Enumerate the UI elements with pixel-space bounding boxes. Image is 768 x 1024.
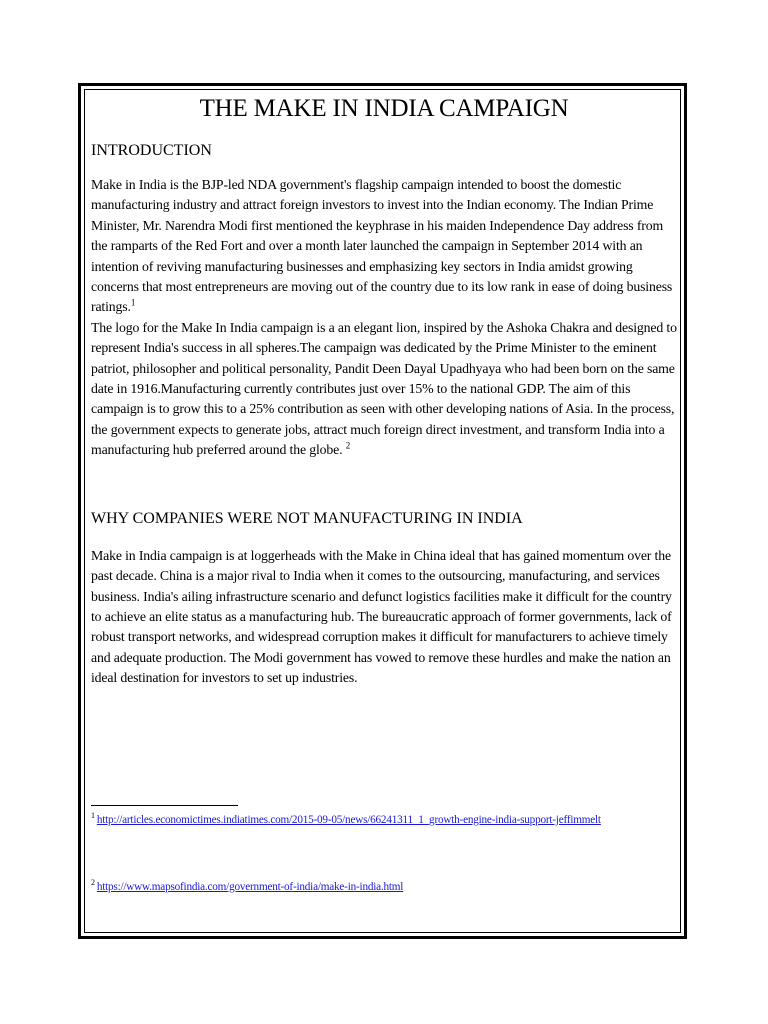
introduction-paragraph-1 (91, 175, 677, 318)
introduction-heading: INTRODUCTION (91, 142, 212, 159)
footnote-2-link[interactable]: https://www.mapsofindia.com/government-of-india/make-in-india.html (96, 881, 404, 893)
introduction-paragraph-2-text: The logo for the Make In India campaign is a an elegant lion, inspired by the Ashoka Chakra and designed to represent India's success in all spheres.The campaign was dedicated by the Prime Minister to the eminent patriot, philosopher and political personality, Pandit Deen Dayal Upadhyaya who had been born on the same date in 1916.Manufacturing currently contributes just over 15% to the national GDP. The aim of this campaign is to grow this to a 25% contribution as seen with other developing nations of Asia. In the process, the government expects to generate jobs, attract much foreign direct investment, and transform India into a manufacturing hub preferred around the globe. (91, 319, 677, 458)
document-title: THE MAKE IN INDIA CAMPAIGN (199, 95, 569, 122)
why-section-paragraph: Make in India campaign is at loggerheads with the Make in China ideal that has gained momentum over the past decade. China is a major rival to India when it comes to the outsourcing, manufacturing, and services business. India's ailing infrastructure scenario and defunct logistics facilities make it difficult for the country to achieve an elite status as a manufacturing hub. The bureaucratic approach of former governments, lack of robust transport networks, and widespread corruption makes it difficult for manufacturers to achieve timely and adequate production. The Modi government has vowed to remove these hurdles and make the nation an ideal destination for investors to set up industries. (91, 547, 672, 686)
introduction-paragraph-2 (91, 318, 677, 461)
footnote-1-link[interactable]: http://articles.economictimes.indiatimes.com/2015-09-05/news/66241311_1_growth-engine-india-support-jeffimmelt (96, 814, 601, 826)
footnote-ref-2[interactable]: 2 (345, 440, 351, 451)
footnote-separator (91, 805, 238, 806)
document-body (91, 93, 677, 689)
footnote-ref-1[interactable]: 1 (130, 297, 136, 308)
introduction-paragraph-1-text: Make in India is the BJP-led NDA government's flagship campaign intended to boost the domestic manufacturing industry and attract foreign investors to invest into the Indian economy. The Indian Prime Minister, Mr. Narendra Modi first mentioned the keyphrase in his maiden Independence Day address from the ramparts of the Red Fort and over a month later launched the campaign in September 2014 with an intention of reviving manufacturing businesses and emphasizing key sectors in India amidst growing concerns that most entrepreneurs are moving out of the country due to its low rank in ease of doing business ratings. (91, 177, 673, 315)
why-section-heading: WHY COMPANIES WERE NOT MANUFACTURING IN INDIA (91, 509, 523, 527)
footnote-2 (91, 878, 651, 896)
footnote-2-number: 2 (91, 878, 95, 888)
footnote-1-number: 1 (91, 811, 95, 821)
footnote-1 (91, 811, 651, 829)
